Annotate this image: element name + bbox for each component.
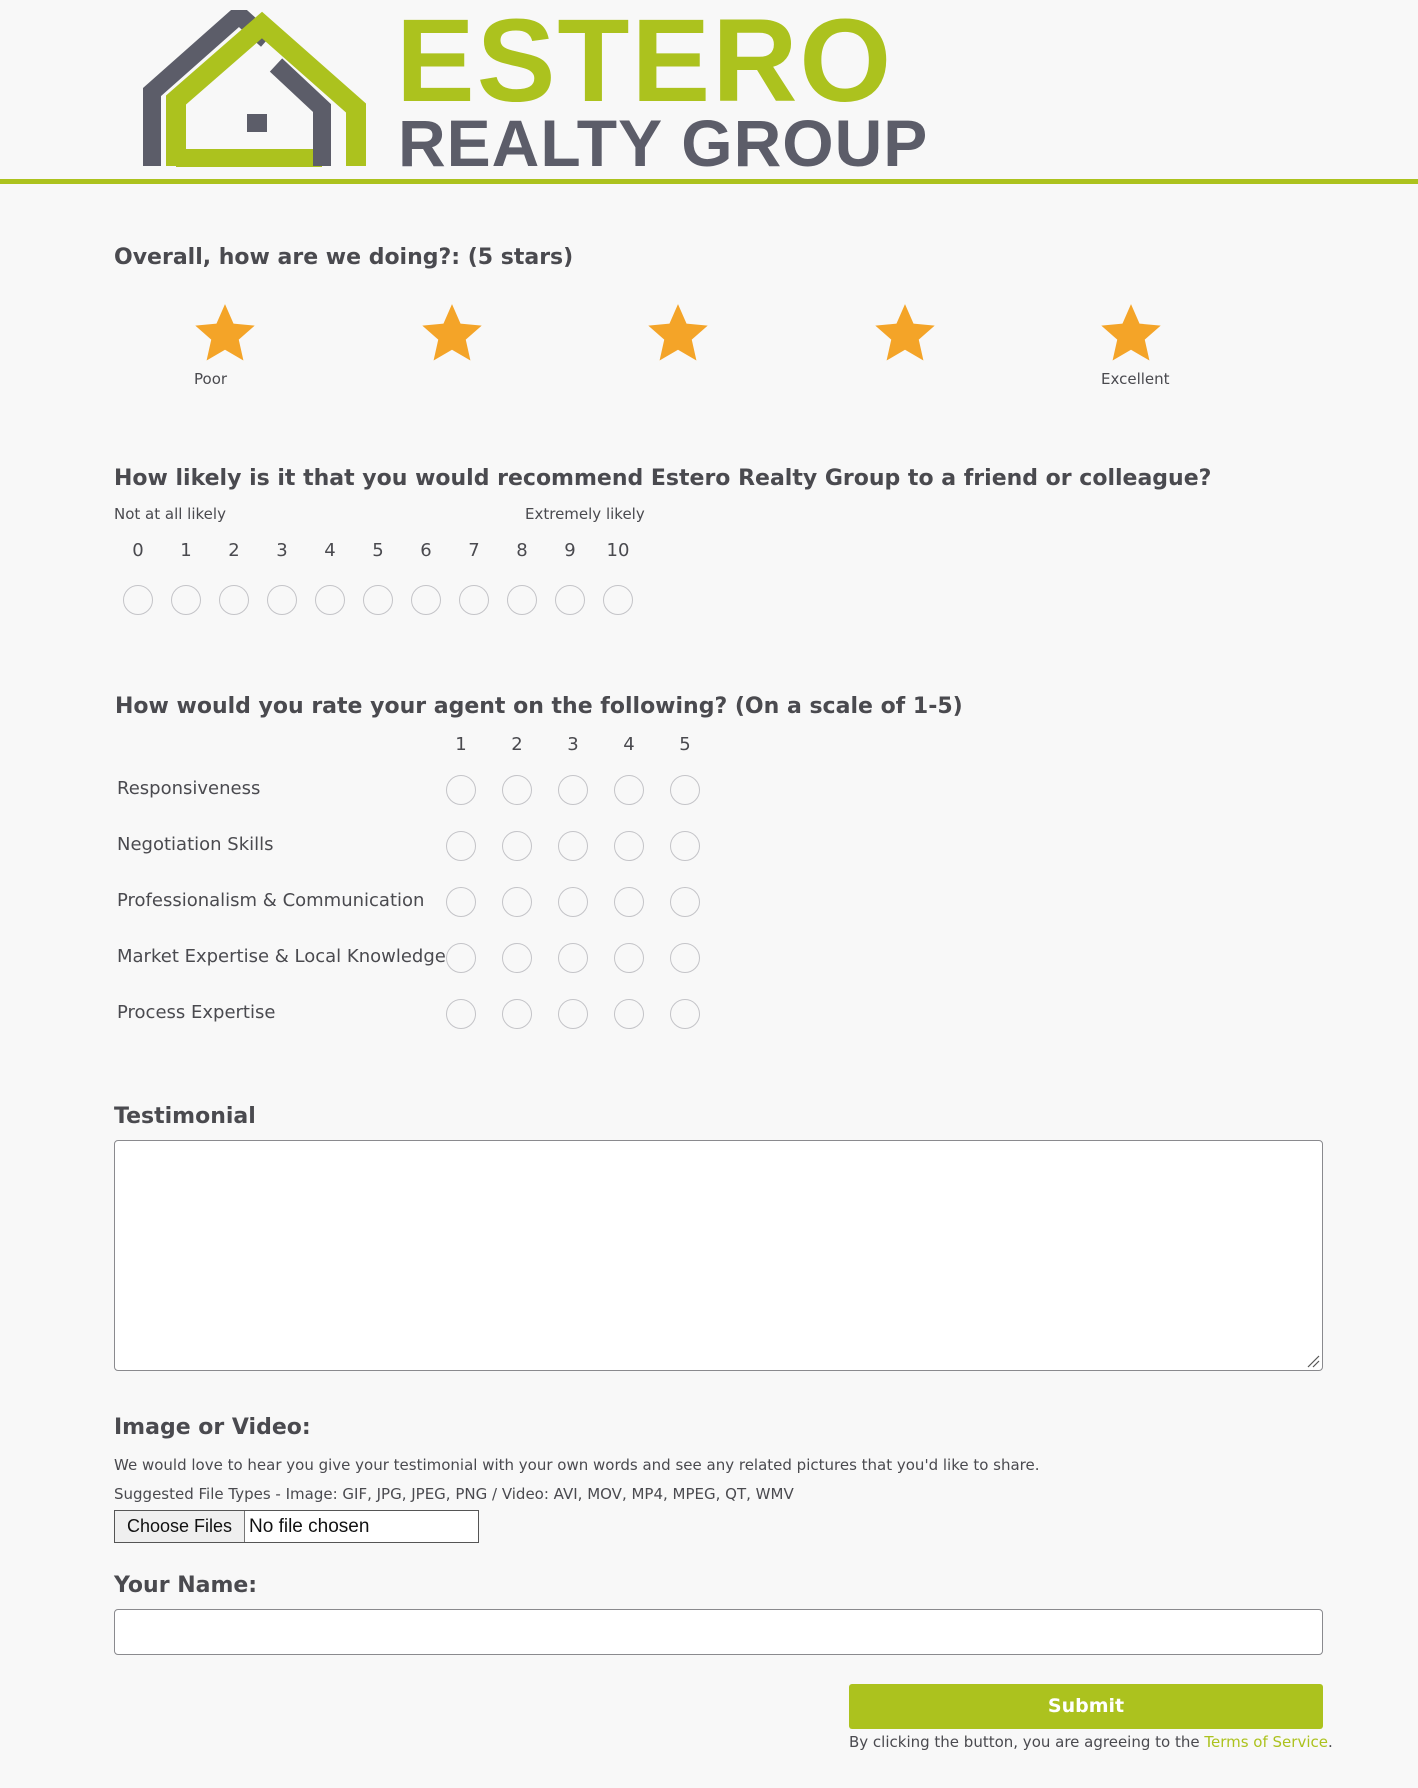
star-rating-2-icon[interactable] xyxy=(418,300,486,366)
nps-scale-label: 6 xyxy=(420,540,432,561)
matrix-radio[interactable] xyxy=(614,887,644,917)
matrix-radio[interactable] xyxy=(670,943,700,973)
matrix-radio[interactable] xyxy=(614,831,644,861)
matrix-row-label: Market Expertise & Local Knowledge xyxy=(117,946,446,967)
matrix-radio[interactable] xyxy=(670,999,700,1029)
terms-text xyxy=(849,1733,1333,1751)
matrix-row-label: Negotiation Skills xyxy=(117,834,274,855)
nps-scale-label: 0 xyxy=(132,540,144,561)
matrix-column-header: 4 xyxy=(623,734,635,755)
house-logo-icon xyxy=(142,10,372,170)
star-rating-3-icon[interactable] xyxy=(644,300,712,366)
nps-question-title: How likely is it that you would recommend Estero Realty Group to a friend or colleague? xyxy=(114,466,1212,491)
nps-scale-label: 9 xyxy=(564,540,576,561)
nps-radio-3[interactable] xyxy=(267,585,297,615)
nps-scale-label: 5 xyxy=(372,540,384,561)
star-low-label: Poor xyxy=(194,370,228,388)
nps-radio-5[interactable] xyxy=(363,585,393,615)
nps-scale-label: 2 xyxy=(228,540,240,561)
nps-radio-1[interactable] xyxy=(171,585,201,615)
nps-radio-2[interactable] xyxy=(219,585,249,615)
nps-low-label: Not at all likely xyxy=(114,505,226,523)
matrix-radio[interactable] xyxy=(446,775,476,805)
matrix-radio[interactable] xyxy=(502,943,532,973)
file-status: No file chosen xyxy=(249,1516,370,1537)
matrix-column-header: 3 xyxy=(567,734,579,755)
nps-radio-10[interactable] xyxy=(603,585,633,615)
terms-prefix: By clicking the button, you are agreeing to the xyxy=(849,1733,1205,1751)
testimonial-textarea[interactable] xyxy=(114,1140,1323,1371)
resize-grip-icon[interactable] xyxy=(1306,1354,1320,1368)
terms-suffix: . xyxy=(1327,1733,1333,1751)
star-rating-1-icon[interactable] xyxy=(191,300,259,366)
nps-scale-label: 7 xyxy=(468,540,480,561)
matrix-radio[interactable] xyxy=(558,999,588,1029)
brand-subtitle: REALTY GROUP xyxy=(398,106,929,180)
header xyxy=(0,0,1418,184)
name-label: Your Name: xyxy=(114,1573,258,1598)
testimonial-label: Testimonial xyxy=(114,1104,256,1129)
terms-of-service-link[interactable]: Terms of Service xyxy=(1204,1733,1328,1751)
name-input[interactable] xyxy=(114,1609,1323,1655)
matrix-radio[interactable] xyxy=(502,887,532,917)
matrix-radio[interactable] xyxy=(502,775,532,805)
nps-scale-label: 1 xyxy=(180,540,192,561)
star-rating-4-icon[interactable] xyxy=(871,300,939,366)
nps-radio-6[interactable] xyxy=(411,585,441,615)
nps-high-label: Extremely likely xyxy=(525,505,645,523)
nps-radio-7[interactable] xyxy=(459,585,489,615)
matrix-radio[interactable] xyxy=(558,887,588,917)
matrix-radio[interactable] xyxy=(614,775,644,805)
nps-radio-8[interactable] xyxy=(507,585,537,615)
matrix-radio[interactable] xyxy=(670,775,700,805)
matrix-column-header: 2 xyxy=(511,734,523,755)
star-rating-5-icon[interactable] xyxy=(1097,300,1165,366)
matrix-row-label: Process Expertise xyxy=(117,1002,276,1023)
nps-radio-9[interactable] xyxy=(555,585,585,615)
choose-files-button[interactable]: Choose Files xyxy=(115,1511,245,1542)
matrix-question-title: How would you rate your agent on the following? (On a scale of 1-5) xyxy=(115,694,963,719)
matrix-radio[interactable] xyxy=(446,831,476,861)
nps-scale-label: 3 xyxy=(276,540,288,561)
brand-name: ESTERO xyxy=(396,0,894,127)
star-question-title: Overall, how are we doing?: (5 stars) xyxy=(114,245,574,270)
upload-description: We would love to hear you give your testimonial with your own words and see any related pictures that you'd like to share. xyxy=(114,1456,1040,1474)
matrix-radio[interactable] xyxy=(446,999,476,1029)
matrix-radio[interactable] xyxy=(614,999,644,1029)
matrix-radio[interactable] xyxy=(614,943,644,973)
upload-label: Image or Video: xyxy=(114,1415,311,1440)
nps-scale-label: 8 xyxy=(516,540,528,561)
matrix-row-label: Professionalism & Communication xyxy=(117,890,425,911)
submit-button[interactable]: Submit xyxy=(849,1684,1323,1729)
matrix-radio[interactable] xyxy=(558,775,588,805)
nps-scale-label: 10 xyxy=(606,540,630,561)
matrix-radio[interactable] xyxy=(558,831,588,861)
matrix-radio[interactable] xyxy=(446,887,476,917)
upload-file-types: Suggested File Types - Image: GIF, JPG, JPEG, PNG / Video: AVI, MOV, MP4, MPEG, QT, WMV xyxy=(114,1485,794,1503)
matrix-radio[interactable] xyxy=(502,831,532,861)
matrix-radio[interactable] xyxy=(502,999,532,1029)
nps-scale-label: 4 xyxy=(324,540,336,561)
file-input[interactable] xyxy=(114,1510,479,1543)
matrix-radio[interactable] xyxy=(670,831,700,861)
nps-radio-4[interactable] xyxy=(315,585,345,615)
nps-radio-0[interactable] xyxy=(123,585,153,615)
matrix-radio[interactable] xyxy=(670,887,700,917)
matrix-row-label: Responsiveness xyxy=(117,778,261,799)
matrix-column-header: 1 xyxy=(455,734,467,755)
matrix-radio[interactable] xyxy=(558,943,588,973)
matrix-radio[interactable] xyxy=(446,943,476,973)
star-high-label: Excellent xyxy=(1101,370,1170,388)
matrix-column-header: 5 xyxy=(679,734,691,755)
